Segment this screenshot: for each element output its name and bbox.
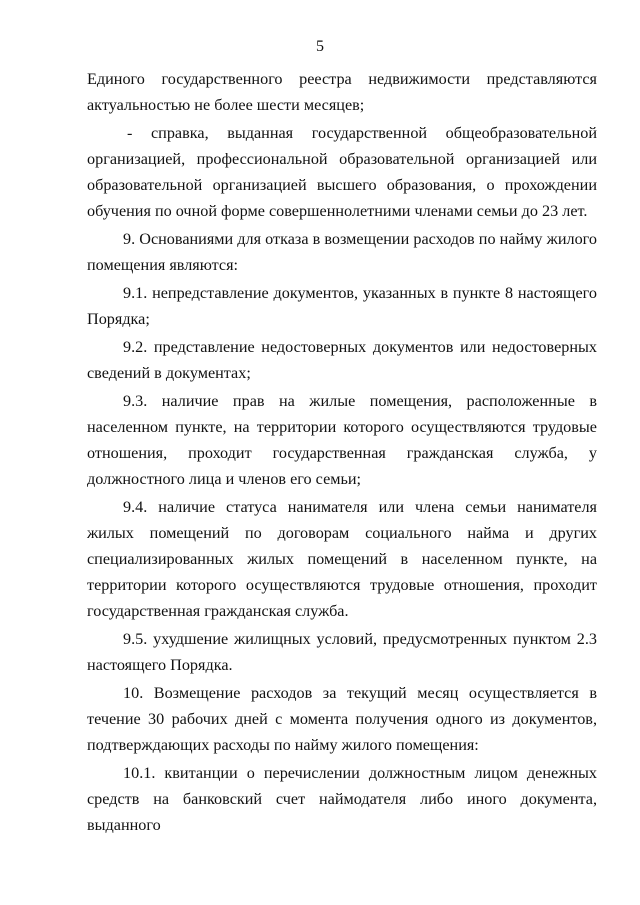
page-number: 5: [316, 38, 324, 55]
paragraph-10: 10. Возмещение расходов за текущий месяц осуществляется в течение 30 рабочих дней с момента получения одного из документов, подтверждающих расходы по найму жилого помещения:: [87, 684, 597, 754]
paragraph-9-2: 9.2. представление недостоверных документов или недостоверных сведений в документах;: [87, 338, 597, 382]
paragraph-9-3: 9.3. наличие прав на жилые помещения, расположенные в населенном пункте, на территории которого осуществляются трудовые отношения, проходит государственная гражданская служба, у должностного лица и членов его семьи;: [87, 392, 597, 488]
paragraph-9-5: 9.5. ухудшение жилищных условий, предусмотренных пунктом 2.3 настоящего Порядка.: [87, 630, 597, 674]
paragraph-9-1: 9.1. непредставление документов, указанных в пункте 8 настоящего Порядка;: [87, 284, 597, 328]
paragraph-10-1: 10.1. квитанции о перечислении должностным лицом денежных средств на банковский счет наймодателя либо иного документа, выданного: [87, 764, 597, 834]
paragraph-9: 9. Основаниями для отказа в возмещении расходов по найму жилого помещения являются:: [87, 230, 597, 274]
document-body: [87, 66, 597, 838]
paragraph-certificate-item: - справка, выданная государственной общеобразовательной организацией, профессиональной образовательной организацией или образовательной организацией высшего образования, о прохождении обучения по очной форме совершеннолетними членами семьи до 23 лет.: [87, 124, 597, 220]
paragraph-continuation: Единого государственного реестра недвижимости представляются актуальностью не более шести месяцев;: [87, 70, 597, 114]
paragraph-9-4: 9.4. наличие статуса нанимателя или члена семьи нанимателя жилых помещений по договорам социального найма и других специализированных жилых помещений в населенном пункте, на территории которого осуществляются трудовые отношения, проходит государственная гражданская служба.: [87, 498, 597, 620]
